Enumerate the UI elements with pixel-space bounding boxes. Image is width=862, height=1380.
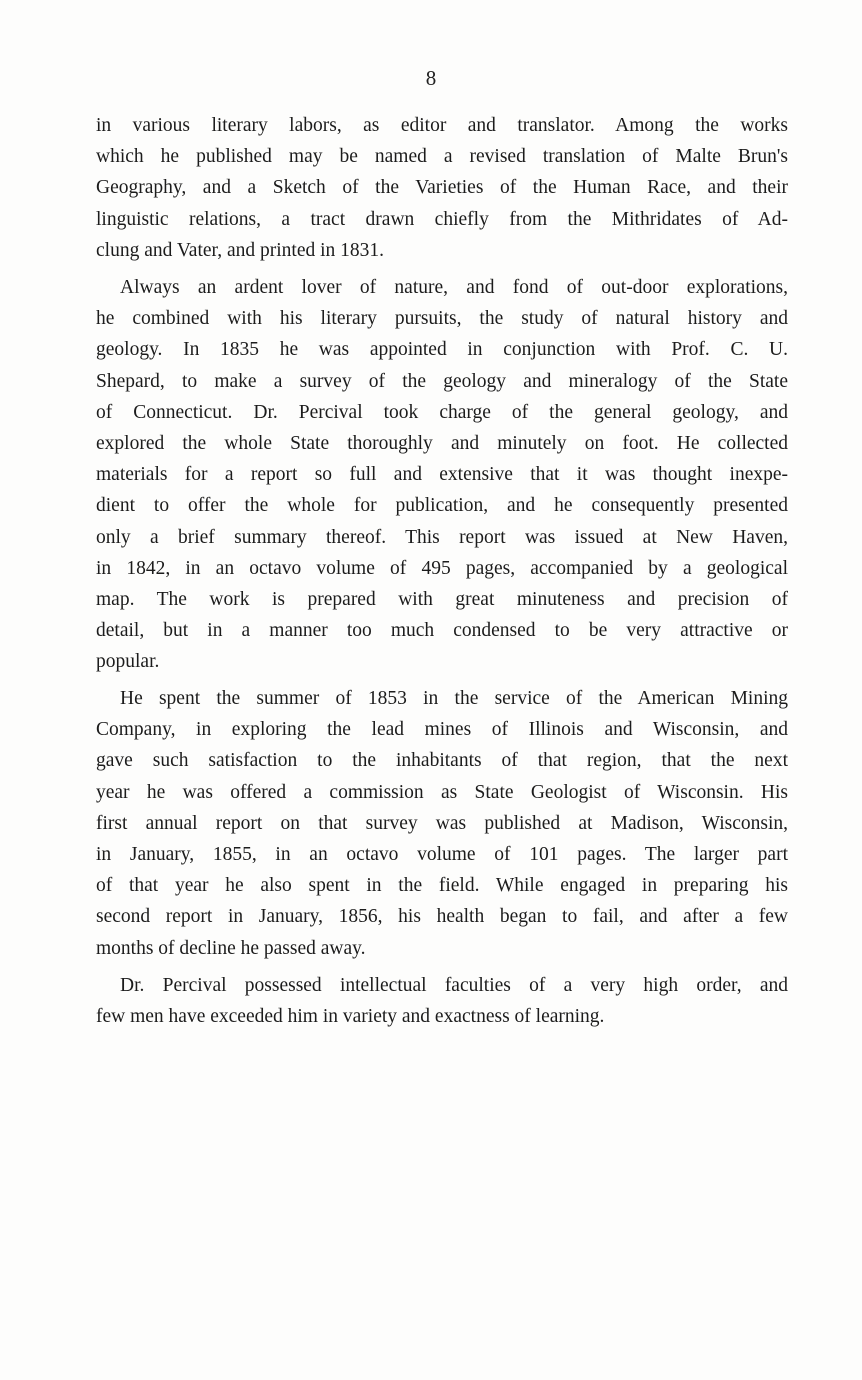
text-line: year he was offered a commission as State Geologist of Wisconsin. His: [96, 781, 788, 803]
paragraph-2: [96, 272, 788, 678]
text-line: detail, but in a manner too much condensed to be very attractive or: [96, 620, 788, 642]
text-line: Company, in exploring the lead mines of Illinois and Wisconsin, and: [96, 719, 788, 741]
text-line: of Connecticut. Dr. Percival took charge of the general geology, and: [96, 401, 788, 423]
paragraph-4: [96, 970, 788, 1032]
text-line: of that year he also spent in the field. While engaged in preparing his: [96, 875, 788, 897]
text-line: first annual report on that survey was published at Madison, Wisconsin,: [96, 812, 788, 834]
text-line: geology. In 1835 he was appointed in conjunction with Prof. C. U.: [96, 339, 788, 361]
text-line: map. The work is prepared with great minuteness and precision of: [96, 589, 788, 611]
text-line: linguistic relations, a tract drawn chiefly from the Mithridates of Ad-: [96, 208, 788, 230]
text-line: months of decline he passed away.: [96, 937, 366, 959]
page-number: 8: [425, 66, 437, 90]
text-line: explored the whole State thoroughly and minutely on foot. He collected: [96, 433, 788, 455]
text-line: Shepard, to make a survey of the geology and mineralogy of the State: [96, 370, 788, 392]
text-line: in 1842, in an octavo volume of 495 pages, accompanied by a geological: [96, 557, 788, 579]
text-line: clung and Vater, and printed in 1831.: [96, 239, 385, 261]
text-line: materials for a report so full and extensive that it was thought inexpe-: [96, 464, 788, 486]
text-line: few men have exceeded him in variety and exactness of learning.: [96, 1006, 605, 1028]
text-line: popular.: [96, 651, 160, 673]
text-line: Dr. Percival possessed intellectual faculties of a very high order, and: [120, 975, 788, 996]
text-line: Always an ardent lover of nature, and fond of out-door explorations,: [120, 277, 788, 298]
text-line: dient to offer the whole for publication, and he consequently presented: [96, 495, 788, 517]
text-line: in various literary labors, as editor and translator. Among the works: [96, 115, 788, 136]
text-line: Geography, and a Sketch of the Varieties of the Human Race, and their: [96, 177, 788, 199]
paragraph-3: [96, 683, 788, 964]
text-line: gave such satisfaction to the inhabitants of that region, that the next: [96, 750, 788, 772]
text-line: he combined with his literary pursuits, the study of natural history and: [96, 308, 788, 330]
text-line: only a brief summary thereof. This report was issued at New Haven,: [96, 526, 788, 548]
paragraph-1: [96, 110, 788, 266]
text-line: which he published may be named a revised translation of Malte Brun's: [96, 146, 788, 168]
text-line: He spent the summer of 1853 in the service of the American Mining: [120, 688, 788, 709]
text-line: second report in January, 1856, his health began to fail, and after a few: [96, 906, 788, 928]
text-line: in January, 1855, in an octavo volume of 101 pages. The larger part: [96, 844, 788, 866]
